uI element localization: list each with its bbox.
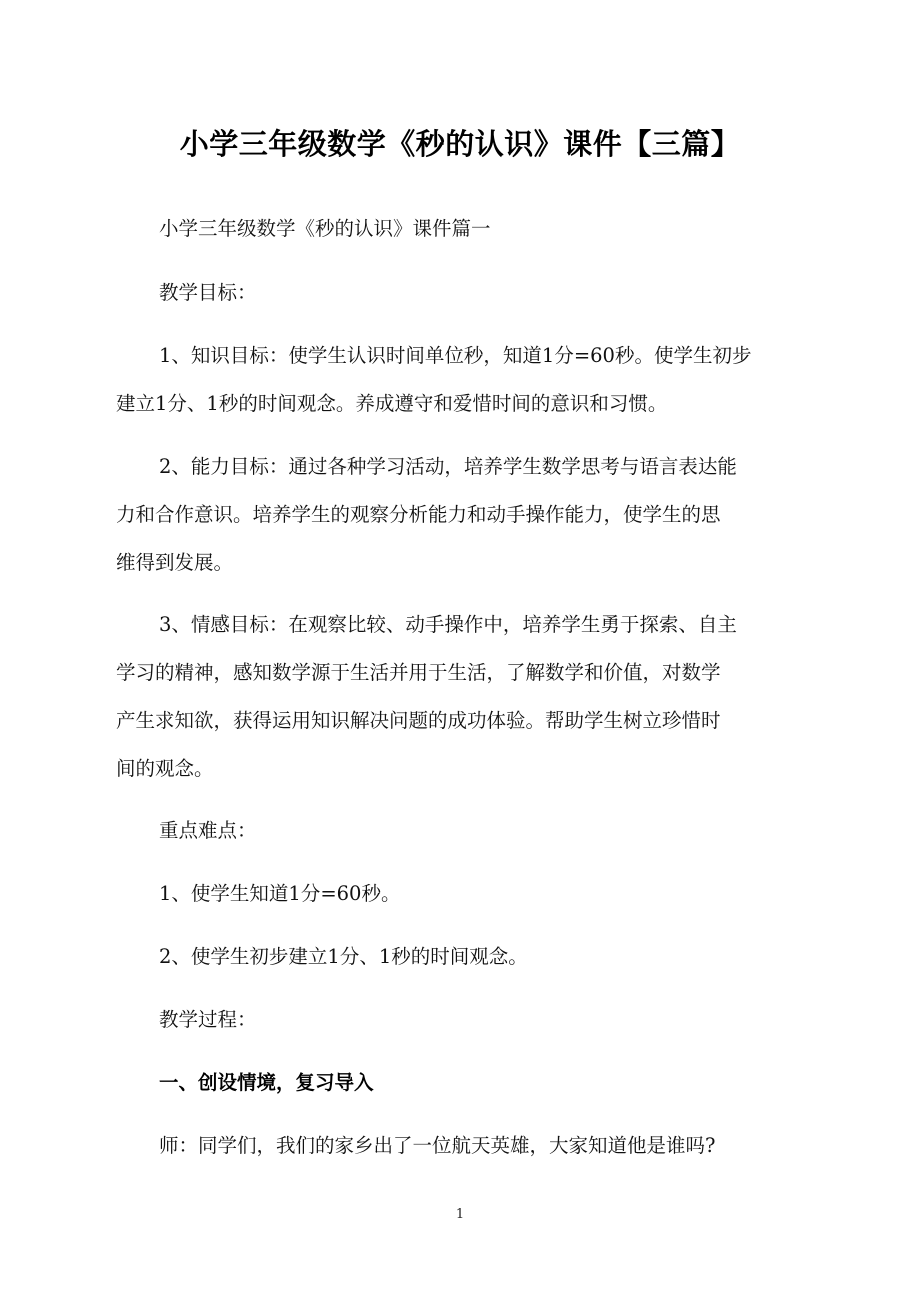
goal-1-line-2: 建立1分、1秒的时间观念。养成遵守和爱惜时间的意识和习惯。 [116, 392, 668, 415]
goal-3-line-3: 产生求知欲，获得运用知识解决问题的成功体验。帮助学生树立珍惜时 [116, 709, 721, 732]
teaching-goals-heading: 教学目标： [159, 281, 257, 304]
goal-3-paragraph [116, 609, 806, 801]
process-heading: 教学过程： [159, 1008, 257, 1031]
key-points-heading: 重点难点： [159, 819, 257, 842]
goal-3-line-4: 间的观念。 [116, 757, 214, 780]
goal-3-line-2: 学习的精神，感知数学源于生活并用于生活，了解数学和价值，对数学 [116, 661, 721, 684]
goal-3-line-1: 3、情感目标：在观察比较、动手操作中，培养学生勇于探索、自主 [159, 613, 737, 636]
goal-2-line-1: 2、能力目标：通过各种学习活动，培养学生数学思考与语言表达能 [159, 455, 737, 478]
key-point-1: 1、使学生知道1分=60秒。 [159, 882, 401, 905]
section-1-heading: 一、创设情境，复习导入 [159, 1071, 374, 1094]
page-number: 1 [455, 1207, 465, 1222]
goal-2-line-3: 维得到发展。 [116, 551, 234, 574]
document-title: 小学三年级数学《秒的认识》课件【三篇】 [179, 127, 741, 161]
goal-2-line-2: 力和合作意识。培养学生的观察分析能力和动手操作能力，使学生的思 [116, 503, 721, 526]
subtitle: 小学三年级数学《秒的认识》课件篇一 [159, 217, 491, 240]
goal-1-line-1: 1、知识目标：使学生认识时间单位秒，知道1分=60秒。使学生初步 [159, 344, 752, 367]
teacher-dialogue: 师：同学们，我们的家乡出了一位航天英雄，大家知道他是谁吗? [159, 1134, 716, 1157]
goal-1-paragraph [116, 340, 806, 436]
key-point-2: 2、使学生初步建立1分、1秒的时间观念。 [159, 945, 528, 968]
goal-2-paragraph [116, 451, 806, 595]
